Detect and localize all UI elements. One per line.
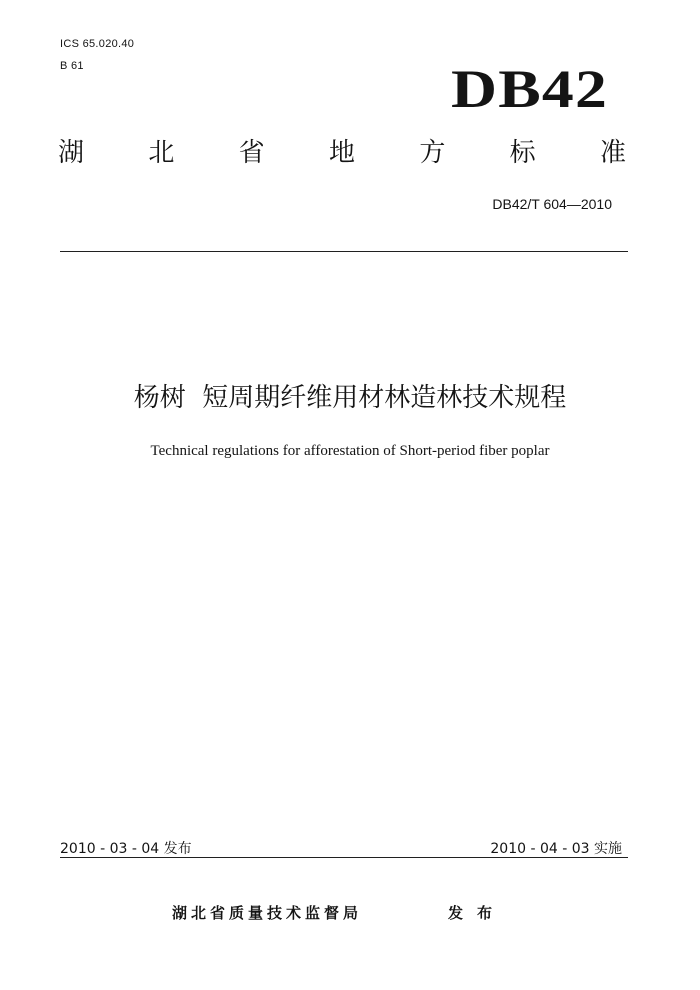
standard-type-char: 标 — [509, 138, 536, 168]
standard-type-char: 湖 — [58, 138, 85, 168]
footer-divider — [60, 857, 628, 858]
ccs-code: B 61 — [60, 60, 84, 72]
standard-type-heading — [58, 140, 626, 166]
standard-number: DB42/T 604—2010 — [492, 196, 612, 212]
standard-type-char: 准 — [599, 138, 626, 168]
document-title-chinese: 杨树 短周期纤维用材林造林技术规程 — [133, 383, 567, 413]
header-divider — [60, 251, 628, 252]
standard-type-char: 地 — [328, 138, 355, 168]
publisher-name: 湖北省质量技术监督局 — [172, 904, 363, 922]
implementation-date: 2010 - 04 - 03 实施 — [490, 841, 622, 857]
standard-type-char: 省 — [238, 138, 265, 168]
publish-label: 发布 — [448, 904, 507, 922]
document-title-english: Technical regulations for afforestation of Short-period fiber poplar — [150, 443, 550, 459]
db42-logo: DB42 — [451, 59, 608, 119]
standard-type-char: 北 — [148, 138, 175, 168]
issue-date: 2010 - 03 - 04 发布 — [60, 841, 192, 857]
ics-code: ICS 65.020.40 — [60, 38, 135, 50]
standard-type-char: 方 — [419, 138, 446, 168]
